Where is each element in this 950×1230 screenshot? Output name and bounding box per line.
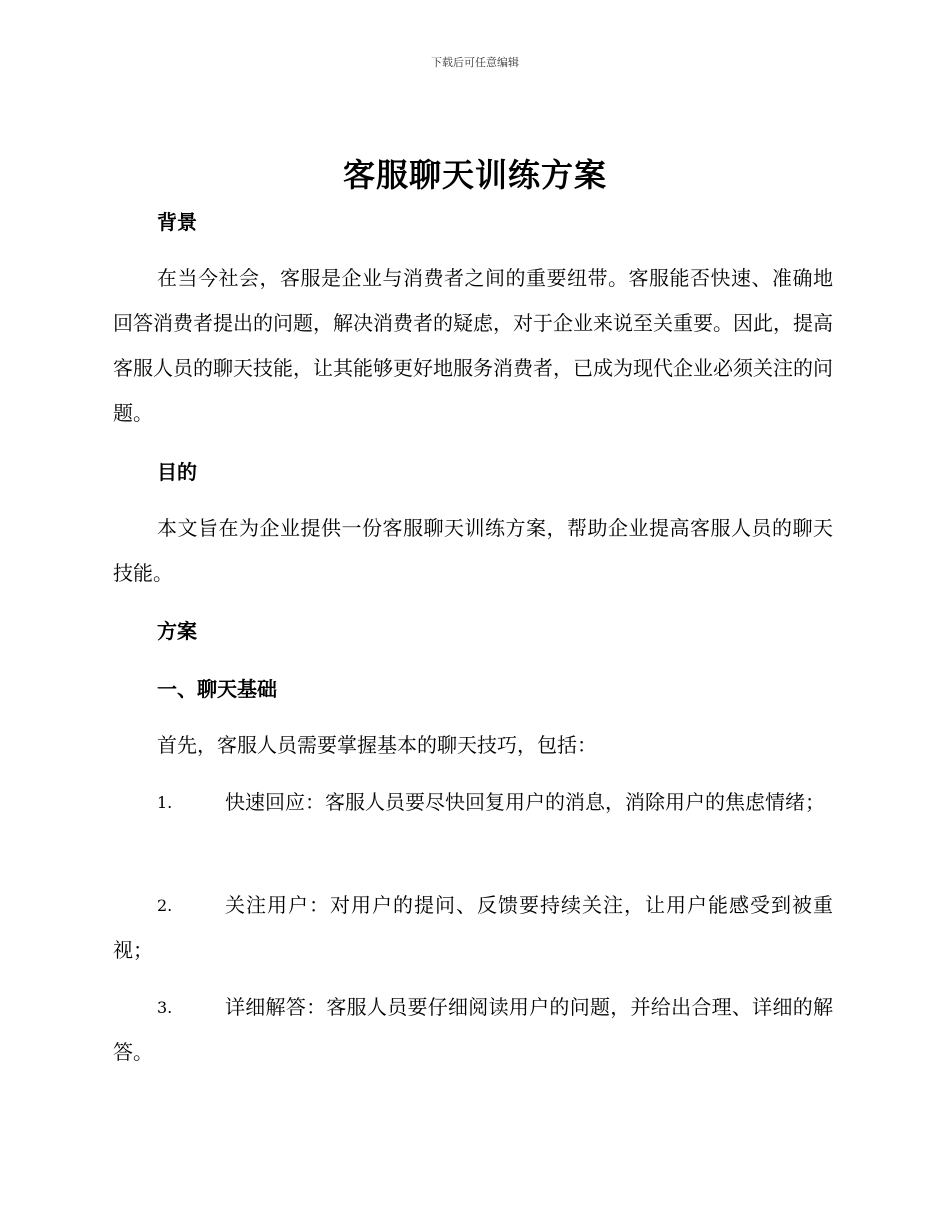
- list-item: [113, 883, 833, 973]
- purpose-text: 本文旨在为企业提供一份客服聊天训练方案，帮助企业提高客服人员的聊天技能。: [113, 516, 833, 585]
- list-item: [113, 780, 833, 825]
- chat-basics-intro: [113, 723, 833, 768]
- list-item: [113, 985, 833, 1075]
- purpose-paragraph: [113, 506, 833, 596]
- list-item-number: 1.: [157, 793, 173, 812]
- section-heading-background: 背景: [157, 210, 197, 234]
- list-item-number: 3.: [157, 998, 173, 1017]
- list-item-text: 快速回应：客服人员要尽快回复用户的消息，消除用户的焦虑情绪；: [225, 790, 825, 814]
- background-paragraph: [113, 256, 833, 436]
- list-item-number: 2.: [157, 896, 173, 915]
- section-heading-plan: 方案: [157, 619, 197, 643]
- chat-basics-intro-text: 首先，客服人员需要掌握基本的聊天技巧，包括：: [157, 733, 597, 757]
- subsection-heading-chat-basics: 一、聊天基础: [157, 677, 277, 701]
- document-title: 客服聊天训练方案: [342, 156, 607, 194]
- header-note: 下载后可任意编辑: [431, 56, 519, 69]
- background-text: 在当今社会，客服是企业与消费者之间的重要纽带。客服能否快速、准确地回答消费者提出的问题，解决消费者的疑虑，对于企业来说至关重要。因此，提高客服人员的聊天技能，让其能够更好地服务消费者，已成为现代企业必须关注的问题。: [113, 266, 833, 425]
- section-heading-purpose: 目的: [157, 460, 197, 484]
- list-item-text: 关注用户：对用户的提问、反馈要持续关注，让用户能感受到被重视；: [113, 893, 833, 962]
- list-item-text: 详细解答：客服人员要仔细阅读用户的问题，并给出合理、详细的解答。: [113, 995, 833, 1064]
